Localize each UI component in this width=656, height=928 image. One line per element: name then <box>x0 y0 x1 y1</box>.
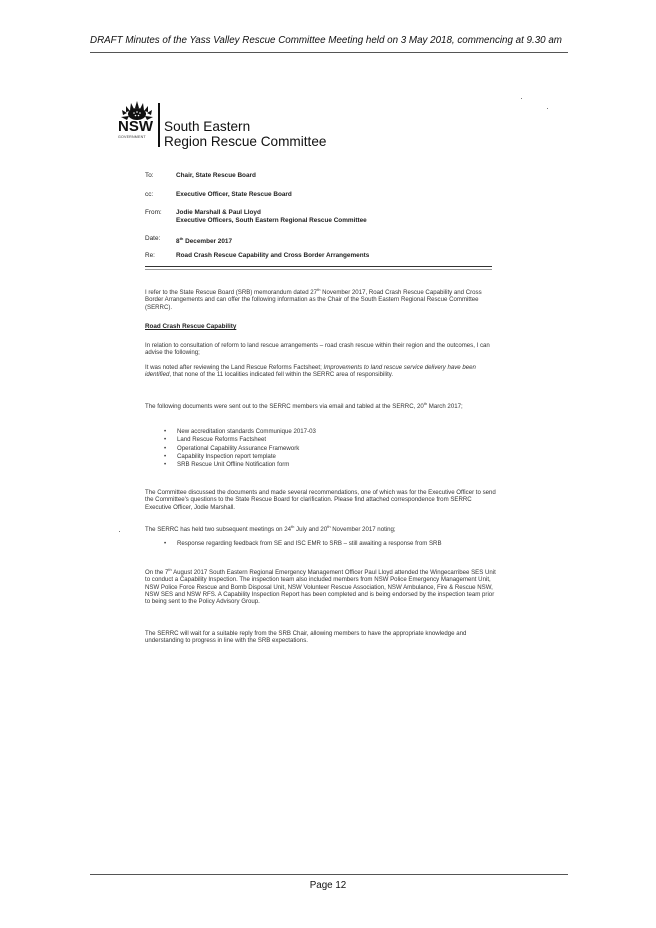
memo-value-cc: Executive Officer, State Rescue Board <box>176 191 292 198</box>
memo-label-re: Re: <box>145 252 155 259</box>
memo-rule <box>145 266 492 267</box>
subheading-road-crash: Road Crash Rescue Capability <box>145 323 237 330</box>
memo-label-to: To: <box>145 172 154 179</box>
paragraph-7: On the 7th August 2017 South Eastern Regional Emergency Management Officer Paul Lloyd attended the Wingecarribee SES Unit to conduct a Capability Inspection. The inspection team also included members from NSW Police Emergency Management Unit, NSW Police Force Rescue and Bomb Disposal Unit, NSW Volunteer Rescue Association, NSW Ambulance, Fire & Rescue NSW, NSW SES and NSW RFS. A Capability Inspection Report has been completed and is being endorsed by the inspection team prior to being sent to the Policy Advisory Group. <box>145 567 496 606</box>
page-number: Page 12 <box>309 880 347 891</box>
page-header: DRAFT Minutes of the Yass Valley Rescue Committee Meeting held on 3 May 2018, commencing at 9.30 am <box>90 35 562 46</box>
list-item: • Response regarding feedback from SE and ISC EMR to SRB – still awaiting a response from SRB <box>164 540 494 547</box>
list-item: • Land Rescue Reforms Factsheet <box>164 436 494 444</box>
scan-speck <box>547 108 548 109</box>
list-item: • New accreditation standards Communique 2017-03 <box>164 428 494 436</box>
committee-logo <box>117 100 357 150</box>
scan-speck <box>119 531 120 532</box>
footer-rule <box>90 874 568 875</box>
memo-label-from: From: <box>145 209 162 216</box>
memo-from-role: Executive Officers, South Eastern Regional Rescue Committee <box>176 217 367 224</box>
memo-label-date: Date: <box>145 235 161 242</box>
paragraph-2: In relation to consultation of reform to land rescue arrangements – road crash rescue within their region and the outcomes, I can advise the following; <box>145 342 490 357</box>
documents-list <box>164 428 494 469</box>
list-item: • Capability Inspection report template <box>164 453 494 461</box>
paragraph-4: The following documents were sent out to the SERRC members via email and tabled at the SERRC, 20th March 2017; <box>145 401 463 411</box>
memo-value-from <box>176 209 367 225</box>
government-wordmark: GOVERNMENT <box>118 135 146 139</box>
paragraph-6: The SERRC has held two subsequent meetings on 24th July and 20th November 2017 noting; <box>145 524 396 534</box>
memo-rule-secondary <box>145 269 492 270</box>
paragraph-3: It was noted after reviewing the Land Rescue Reforms Factsheet; Improvements to land rescue service delivery have been identified, that none of the 11 localities indicated fell within the SERRC area of responsibility. <box>145 364 476 379</box>
org-name-line1: South Eastern <box>164 119 251 134</box>
meetings-list <box>164 540 494 547</box>
logo-divider <box>158 103 160 147</box>
header-rule <box>90 52 568 53</box>
memo-value-re: Road Crash Rescue Capability and Cross Border Arrangements <box>176 252 370 259</box>
list-item: • Operational Capability Assurance Framework <box>164 445 494 453</box>
memo-value-date: 8th December 2017 <box>176 236 233 246</box>
memo-label-cc: cc: <box>145 191 154 198</box>
paragraph-5: The Committee discussed the documents and made several recommendations, one of which was for the Executive Officer to send the Committee's questions to the State Rescue Board for clarification. Please find attached correspondence from SERRC Executive Officer, Jodie Marshall. <box>145 489 496 511</box>
paragraph-8: The SERRC will wait for a suitable reply from the SRB Chair, allowing members to have the appropriate knowledge and understanding to progress in line with the SRB expectations. <box>145 630 467 645</box>
paragraph-1: I refer to the State Rescue Board (SRB) memorandum dated 27th November 2017, Road Crash Rescue Capability and Cross Border Arrangements and can offer the following information as the Chair of the South Eastern Regional Rescue Committee (SERRC). <box>145 287 482 311</box>
memo-value-to: Chair, State Rescue Board <box>176 172 256 179</box>
organisation-name <box>164 119 326 149</box>
org-name-line2: Region Rescue Committee <box>164 134 327 149</box>
memo-from-names: Jodie Marshall & Paul Lloyd <box>176 209 261 216</box>
list-item: • SRB Rescue Unit Offline Notification form <box>164 461 494 469</box>
scan-speck <box>521 98 522 99</box>
nsw-wordmark: NSW <box>118 118 153 135</box>
